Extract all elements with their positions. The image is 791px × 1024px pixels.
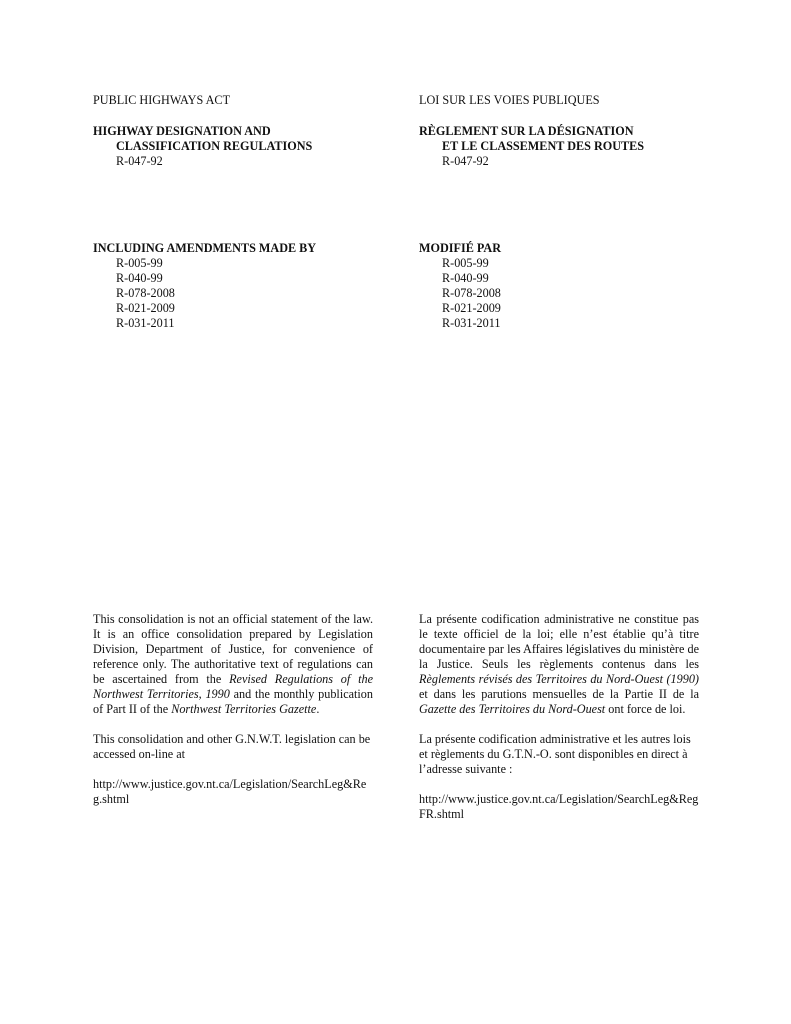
amendment-item: R-078-2008: [116, 286, 175, 300]
title-line2-en: CLASSIFICATION REGULATIONS: [116, 139, 313, 153]
title-line1-en: HIGHWAY DESIGNATION AND: [93, 124, 271, 138]
amendment-item: R-021-2009: [116, 301, 175, 315]
act-name-fr: LOI SUR LES VOIES PUBLIQUES: [419, 93, 600, 107]
consolidation-notice-en: [93, 612, 373, 822]
title-line1-fr: RÈGLEMENT SUR LA DÉSIGNATION: [419, 124, 634, 138]
regulation-title-fr: [419, 124, 701, 169]
title-line2-fr: ET LE CLASSEMENT DES ROUTES: [442, 139, 645, 153]
amendments-en: [93, 241, 375, 331]
online-access-en: This consolidation and other G.N.W.T. legislation can be accessed on-line at: [93, 732, 371, 761]
consolidation-notice-fr: [419, 612, 699, 837]
legislation-url-en[interactable]: http://www.justice.gov.nt.ca/Legislation/SearchLeg&Reg.shtml: [93, 777, 367, 806]
online-access-fr: La présente codification administrative et les autres lois et règlements du G.T.N.-O. sont disponibles en direct à l’adresse suivante :: [419, 732, 691, 776]
amendment-item: R-021-2009: [442, 301, 501, 315]
notice-paragraph-fr: [419, 612, 699, 717]
regulation-title-en: [93, 124, 375, 169]
notice-italic-title: Northwest Territories Gazette: [171, 702, 317, 716]
notice-text: La présente codification administrative ne constitue pas le texte officiel de la loi; elle n’est établie qu’à titre documentaire par les Affaires législatives du ministère de la Justice. Seuls les règlements contenus dans les: [419, 612, 699, 671]
notice-italic-title: Gazette des Territoires du Nord-Ouest: [419, 702, 606, 716]
amendments-heading-en: INCLUDING AMENDMENTS MADE BY: [93, 241, 317, 255]
amendment-item: R-040-99: [116, 271, 163, 285]
notice-italic-title: Règlements révisés des Territoires du Nord-Ouest (1990): [419, 672, 699, 686]
notice-text: .: [316, 702, 320, 716]
amendments-heading-fr: MODIFIÉ PAR: [419, 241, 502, 255]
act-name-en: PUBLIC HIGHWAYS ACT: [93, 93, 231, 107]
amendment-item: R-031-2011: [116, 316, 175, 330]
legislation-url-fr[interactable]: http://www.justice.gov.nt.ca/Legislation/SearchLeg&RegFR.shtml: [419, 792, 699, 821]
english-header: [93, 93, 375, 169]
notice-text: and the monthly publication of Part II of the: [93, 687, 373, 716]
reg-number-fr: R-047-92: [442, 154, 489, 168]
notice-text: This consolidation is not an official statement of the law. It is an office consolidation prepared by Legislation Division, Department of Justice, for convenience of reference only. The authoritative text of regulations can be ascertained from the: [93, 612, 373, 686]
notice-paragraph-en: [93, 612, 373, 717]
amendment-item: R-005-99: [116, 256, 163, 270]
notice-text: ont force de loi.: [605, 702, 686, 716]
reg-number-en: R-047-92: [116, 154, 163, 168]
notice-italic-title: Revised Regulations of the Northwest Territories, 1990: [93, 672, 373, 701]
amendment-item: R-031-2011: [442, 316, 501, 330]
amendment-item: R-040-99: [442, 271, 489, 285]
french-header: [419, 93, 701, 169]
amendments-fr: [419, 241, 701, 331]
amendment-item: R-005-99: [442, 256, 489, 270]
notice-text: et dans les parutions mensuelles de la Partie II de la: [419, 687, 699, 701]
amendment-item: R-078-2008: [442, 286, 501, 300]
